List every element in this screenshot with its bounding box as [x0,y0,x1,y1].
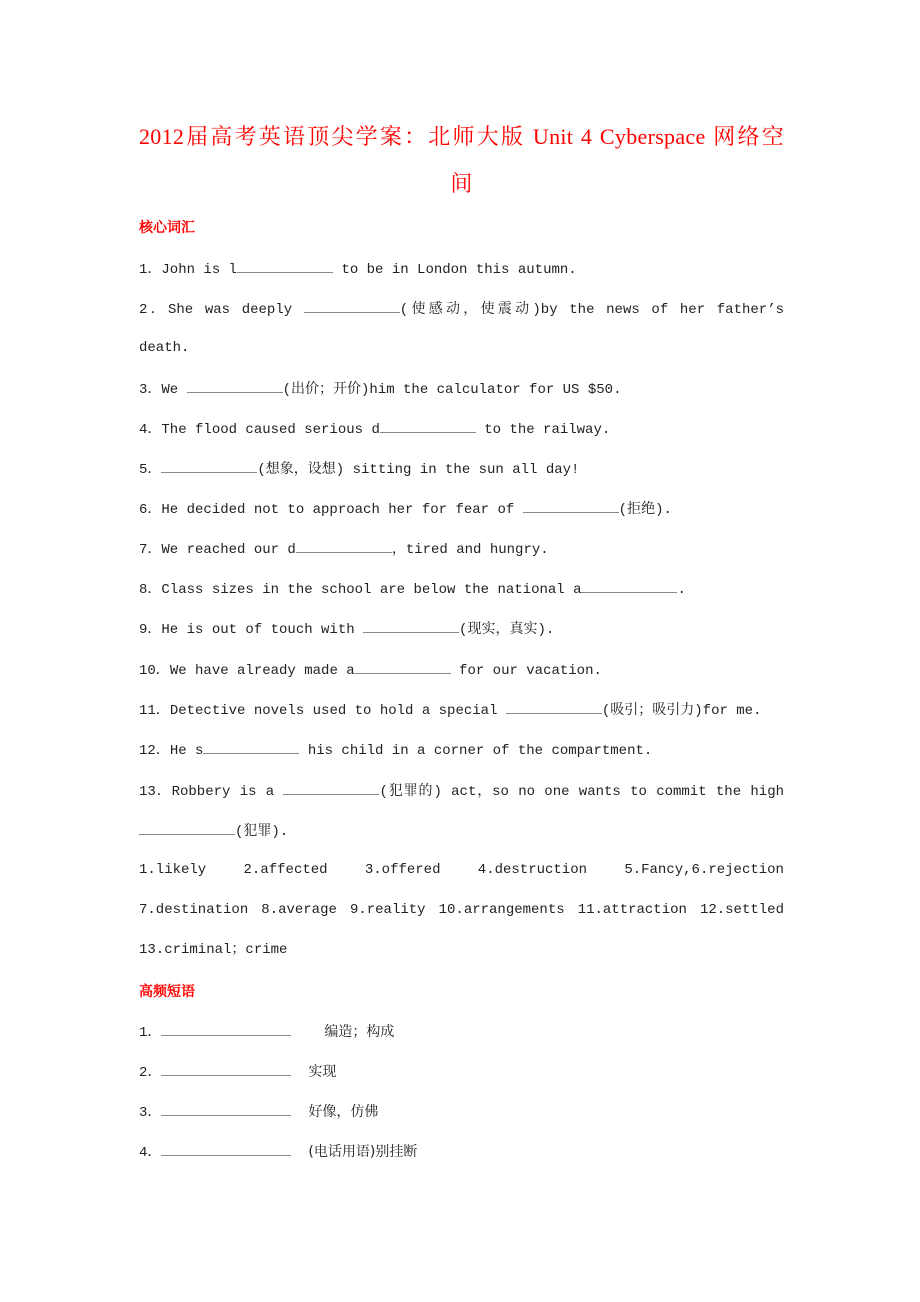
question-number: 7． [139,542,162,558]
vocab-question-1 [139,258,784,280]
answer-key-item: 8.average [261,902,337,918]
answer-key-row-3 [139,940,784,960]
answer-blank[interactable] [380,418,476,433]
section-heading-high-frequency-phrases: 高频短语 [139,984,195,1000]
phrase-item-3 [139,1101,784,1123]
answer-blank[interactable] [304,298,400,313]
question-text: Detective novels used to hold a special [169,703,506,719]
question-number: 4． [139,422,162,438]
vocab-question-10 [139,659,784,681]
question-number: 12． [139,743,170,759]
vocab-question-9 [139,618,784,640]
answer-key-row-2 [139,900,784,920]
question-text: He is out of touch with [161,622,364,638]
phrase-meaning: (电话用语)别挂断 [308,1144,418,1160]
question-number: 3． [139,382,162,398]
question-number: 8． [139,582,162,598]
question-text: John is l [161,262,238,278]
question-number: 6． [139,502,162,518]
answer-blank[interactable] [203,739,299,754]
question-text: (出价；开价)him the calculator for US $50. [282,382,622,398]
question-number: 1． [139,262,162,278]
answer-key-row-1 [139,860,784,880]
answer-blank[interactable] [161,458,257,473]
answer-blank[interactable] [161,1021,291,1036]
question-text: We have already made a [169,663,355,679]
question-text: He decided not to approach her for fear of [161,502,523,518]
vocab-question-8 [139,578,784,600]
question-text: for our vacation. [450,663,602,679]
answer-key-item: 1.likely [139,862,207,878]
vocab-question-2 [139,298,784,320]
question-number: 10． [139,663,170,679]
phrase-item-4 [139,1141,784,1163]
answer-blank[interactable] [523,498,619,513]
phrase-item-2 [139,1061,784,1083]
question-number: 5． [139,462,162,478]
question-text: his child in a corner of the compartment. [299,743,653,759]
phrase-item-1 [139,1021,784,1043]
question-text: Class sizes in the school are below the national a [161,582,582,598]
question-number: 3． [139,1105,162,1121]
question-text: (想象，设想) sitting in the sun all day! [257,462,580,478]
vocab-question-11 [139,699,784,721]
answer-blank[interactable] [161,1101,291,1116]
question-text: (现实，真实). [459,622,555,638]
question-text: (犯罪的) act，so no one wants to commit the high [379,784,784,800]
question-text: to the railway. [475,422,611,438]
phrase-meaning: 编造；构成 [324,1024,395,1040]
question-text: to be in London this autumn. [333,262,577,278]
question-text: (犯罪). [235,824,289,840]
vocab-question-13-continuation [139,820,784,842]
answer-key-item: 11.attraction [577,902,687,918]
answer-blank[interactable] [355,659,451,674]
question-text: We reached our d [161,542,296,558]
answer-key-item: 13.criminal；crime [139,942,288,958]
phrase-meaning: 实现 [308,1064,337,1080]
answer-key-item: 10.arrangements [438,902,565,918]
vocab-question-2-continuation: death. [139,340,190,356]
question-text: She was deeply [167,302,304,318]
question-number: 4． [139,1145,162,1161]
answer-blank[interactable] [283,780,379,795]
answer-key-item: 7.destination [139,902,249,918]
answer-key-item: 9.reality [349,902,426,918]
question-text: Robbery is a [171,784,284,800]
vocab-question-12 [139,739,784,761]
answer-blank[interactable] [296,538,392,553]
question-text: He s [169,743,204,759]
vocab-question-13 [139,780,784,802]
document-title: 2012届高考英语顶尖学案：北师大版 Unit 4 Cyberspace 网络空 [139,124,784,149]
answer-blank[interactable] [161,1061,291,1076]
answer-blank[interactable] [187,378,283,393]
question-text: . [677,582,686,598]
answer-blank[interactable] [506,699,602,714]
vocab-question-3 [139,378,784,400]
answer-blank[interactable] [581,578,677,593]
question-text: The flood caused serious d [161,422,380,438]
answer-key-item: 3.offered [364,862,441,878]
vocab-question-4 [139,418,784,440]
vocab-question-5 [139,458,784,480]
vocab-question-6 [139,498,784,520]
vocab-question-7 [139,538,784,560]
question-number: 1． [139,1025,162,1041]
question-number: 2． [139,1065,162,1081]
question-number: 13． [139,784,172,800]
answer-key-item: 2.affected [243,862,328,878]
answer-blank[interactable] [161,1141,291,1156]
answer-key-item: 5.Fancy,6.rejection [624,862,784,878]
answer-blank[interactable] [139,820,235,835]
answer-blank[interactable] [363,618,459,633]
answer-blank[interactable] [237,258,333,273]
question-number: 9． [139,622,162,638]
question-text: We [161,382,187,398]
question-text: (拒绝). [618,502,672,518]
section-heading-core-vocabulary: 核心词汇 [139,220,195,236]
phrase-meaning: 好像，仿佛 [308,1104,379,1120]
question-text: (使感动，使震动)by the news of her father’s [399,302,784,318]
question-text: ，tired and hungry. [391,542,549,558]
question-number: 11． [139,703,170,719]
answer-key-item: 12.settled [699,902,784,918]
answer-key-item: 4.destruction [477,862,588,878]
document-title-continuation: 间 [450,171,473,196]
question-number: 2． [139,302,168,318]
question-text: (吸引；吸引力)for me. [601,703,762,719]
